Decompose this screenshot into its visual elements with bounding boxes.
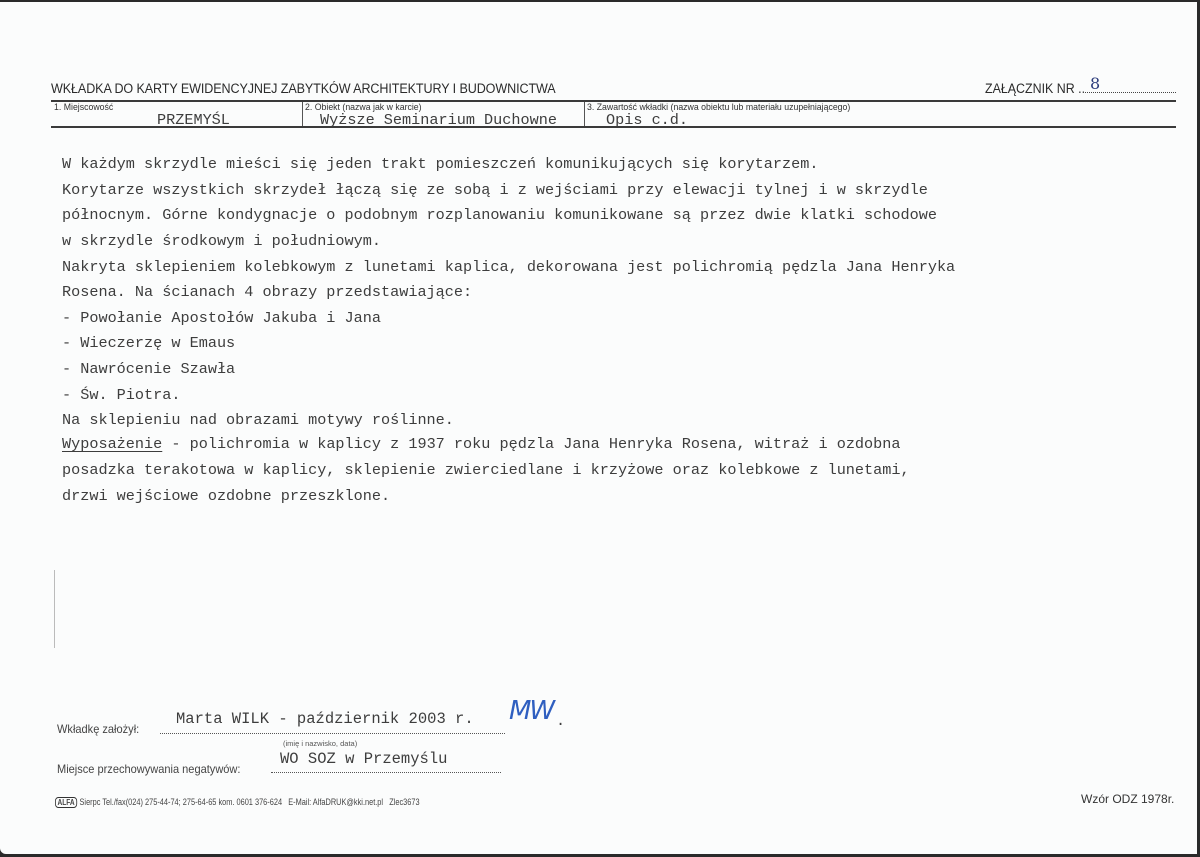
field-label-locality: 1. Miejscowość [54, 102, 114, 113]
equipment-text: - polichromia w kaplicy z 1937 roku pędzla Jana Henryka Rosena, witraż i ozdobna [162, 435, 901, 453]
field-divider-2 [584, 102, 585, 126]
storage-value: WO SOZ w Przemyślu [280, 750, 448, 768]
body-line: posadzka terakotowa w kaplicy, sklepienie zwierciedlane i krzyżowe oraz kolebkowe z lunetami, [62, 461, 910, 479]
field-value-locality: PRZEMYŚL [157, 111, 230, 129]
body-line: w skrzydle środkowym i południowym. [62, 232, 381, 250]
equipment-heading: Wyposażenie [62, 435, 163, 453]
author-value: Marta WILK - październik 2003 r. [176, 710, 474, 728]
author-hint: (imię i nazwisko, data) [283, 739, 358, 748]
form-title: WKŁADKA DO KARTY EWIDENCYJNEJ ZABYTKÓW ARCHITEKTURY I BUDOWNICTWA [51, 81, 556, 96]
body-line: Rosena. Na ścianach 4 obrazy przedstawiające: [62, 283, 473, 301]
storage-dotted-line [271, 772, 501, 773]
body-line: Korytarze wszystkich skrzydeł łączą się ze sobą i z wejściami przy elewacji tylnej i w skrzydle [62, 181, 928, 199]
body-list-item: - Powołanie Apostołów Jakuba i Jana [62, 309, 381, 327]
annex-number: 8 [1090, 74, 1101, 93]
body-list-item: - Nawrócenie Szawła [62, 360, 236, 378]
document-page [0, 2, 1197, 854]
author-dotted-line [160, 733, 505, 734]
body-line: W każdym skrzydle mieści się jeden trakt pomieszczeń komunikujących się korytarzem. [62, 155, 819, 173]
body-line: drzwi wejściowe ozdobne przeszklone. [62, 487, 391, 505]
body-list-item: - Św. Piotra. [62, 386, 181, 404]
printer-info [55, 797, 420, 808]
author-signature: MW [509, 696, 554, 726]
field-label-object: 2. Obiekt (nazwa jak w karcie) [305, 102, 422, 113]
equipment-paragraph [62, 435, 901, 453]
field-divider-1 [302, 102, 303, 126]
body-line: Nakryta sklepieniem kolebkowym z lunetami kaplica, dekorowana jest polichromią pędzla Jana Henryka [62, 258, 956, 276]
pattern-label: Wzór ODZ 1978r. [1081, 792, 1175, 806]
printer-logo-icon: ALFA [55, 797, 77, 808]
storage-label: Miejsce przechowywania negatywów: [57, 762, 241, 776]
field-value-content: Opis c.d. [606, 111, 689, 129]
printer-text: Sierpc Tel./fax(024) 275-44-74; 275-64-65 kom. 0601 376-624 E-Mail: AlfaDRUK@kki.net.pl Zlec3673 [79, 797, 420, 807]
field-value-object: Wyższe Seminarium Duchowne [320, 111, 557, 129]
field-label-content: 3. Zawartość wkładki (nazwa obiektu lub materiału uzupełniającego) [587, 102, 851, 113]
body-line: Na sklepieniu nad obrazami motywy roślinne. [62, 411, 454, 429]
margin-pencil-mark [54, 570, 55, 648]
author-label: Wkładkę założył: [57, 722, 140, 736]
body-list-item: - Wieczerzę w Emaus [62, 334, 236, 352]
trailing-dot: . [556, 712, 566, 730]
body-line: północnym. Górne kondygnacje o podobnym rozplanowaniu komunikowane są przez dwie klatki schodowe [62, 206, 937, 224]
annex-label: ZAŁĄCZNIK NR .. [985, 81, 1086, 96]
